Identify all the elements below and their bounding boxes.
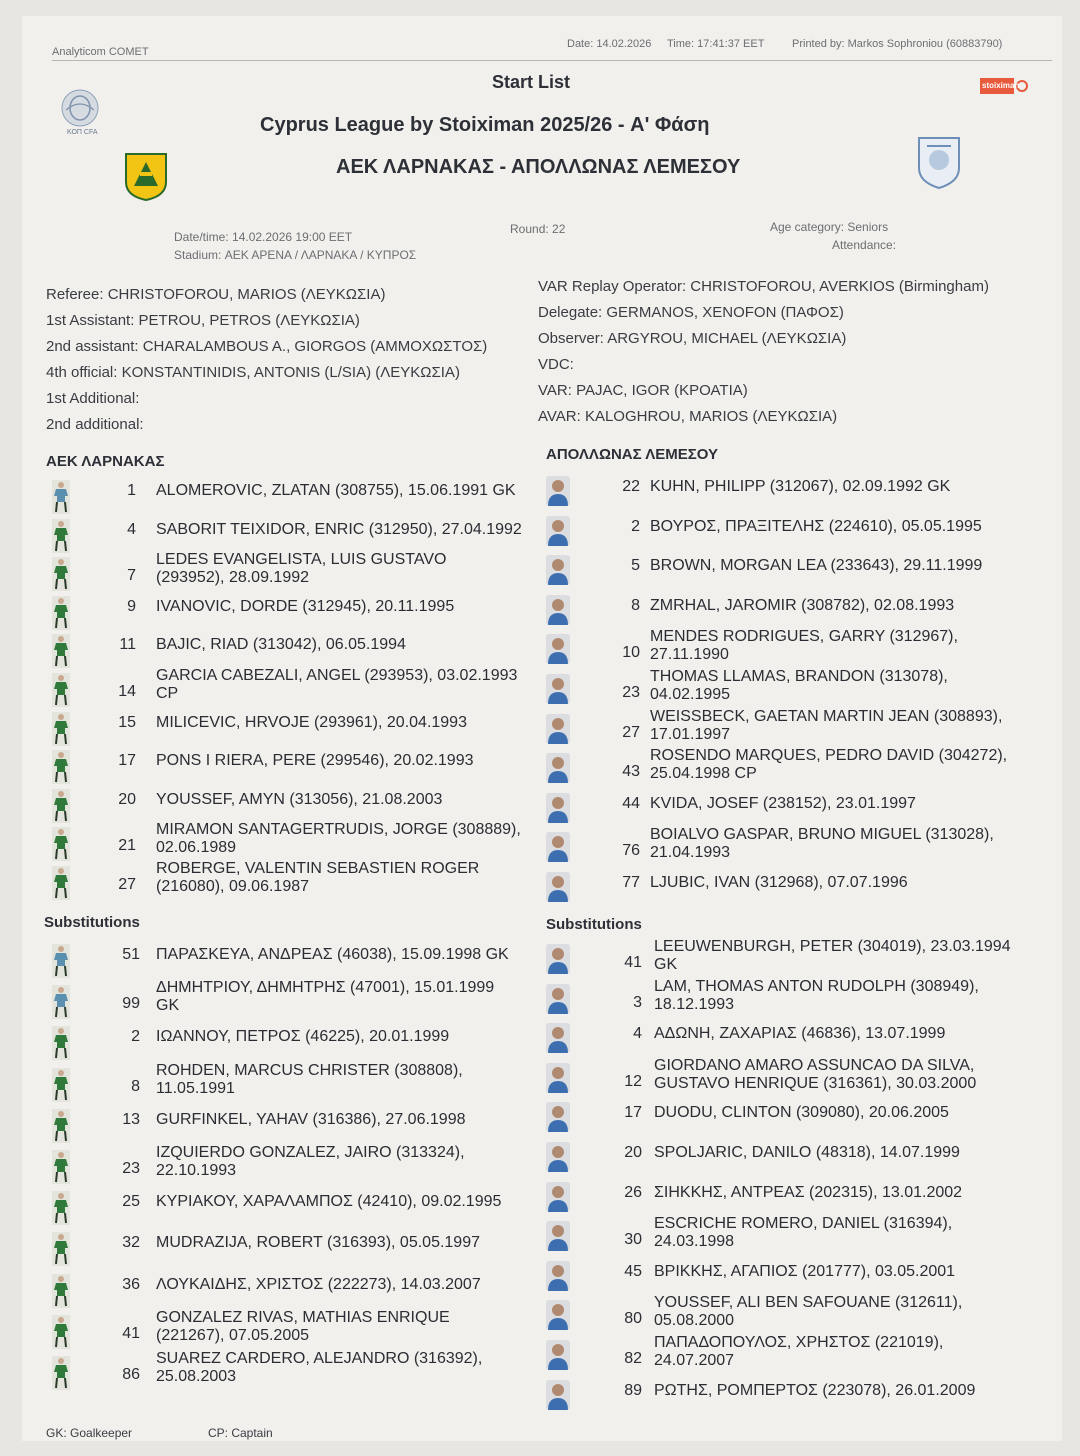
- player-number: 7: [127, 567, 136, 585]
- player-details: MIRAMON SANTAGERTRUDIS, JORGE (308889),: [156, 821, 521, 839]
- player-details-cont: 18.12.1993: [654, 995, 735, 1013]
- player-details-cont: 17.01.1997: [650, 725, 731, 743]
- player-details: ΡΩΤΗΣ, ΡΟΜΠΕΡΤΟΣ (223078), 26.01.2009: [654, 1381, 976, 1399]
- home-team-crest: [124, 152, 168, 202]
- player-details-cont: CP: [156, 685, 179, 702]
- away-subs-label: Substitutions: [546, 916, 642, 933]
- player-kit-icon: [52, 866, 70, 900]
- player-details: LJUBIC, IVAN (312968), 07.07.1996: [650, 874, 908, 891]
- player-details: GARCIA CABEZALI, ANGEL (293953), 03.02.1993: [156, 667, 518, 684]
- player-details: ΑΔΩΝΗ, ΖΑΧΑΡΙΑΣ (46836), 13.07.1999: [654, 1025, 946, 1043]
- app-name: Analyticom COMET: [52, 46, 149, 58]
- player-row: [546, 476, 1046, 512]
- player-kit-icon: [52, 1356, 70, 1390]
- player-details: GONZALEZ RIVAS, MATHIAS ENRIQUE: [156, 1308, 450, 1326]
- player-row: [546, 1294, 1046, 1336]
- player-details-cont: (221267), 07.05.2005: [156, 1326, 310, 1344]
- player-photo: [546, 674, 570, 704]
- player-row: [52, 551, 532, 593]
- player-number: 2: [631, 517, 640, 535]
- player-kit-icon: [52, 1068, 70, 1102]
- player-row: [52, 1308, 532, 1351]
- away-team-name: ΑΠΟΛΛΩΝΑΣ ΛΕΜΕΣΟΥ: [546, 446, 719, 463]
- player-number: 51: [122, 946, 140, 963]
- player-row: [52, 821, 532, 863]
- player-number: 25: [122, 1193, 140, 1211]
- player-photo: [546, 595, 570, 625]
- player-details: ROSENDO MARQUES, PEDRO DAVID (304272),: [650, 747, 1008, 765]
- player-photo: [546, 555, 570, 585]
- player-details: ΚΥΡΙΑΚΟΥ, ΧΑΡΑΛΑΜΠΟΣ (42410), 09.02.1995: [156, 1193, 502, 1211]
- away-team-crest: [915, 134, 963, 190]
- player-details: BAJIC, RIAD (313042), 06.05.1994: [156, 636, 406, 654]
- player-details: BROWN, MORGAN LEA (233643), 29.11.1999: [650, 557, 983, 575]
- player-row: [52, 634, 532, 670]
- federation-logo: [58, 88, 102, 132]
- player-number: 77: [622, 874, 640, 891]
- player-details: THOMAS LLAMAS, BRANDON (313078),: [650, 668, 948, 685]
- player-details: IZQUIERDO GONZALEZ, JAIRO (313324),: [156, 1144, 465, 1161]
- player-details: WEISSBECK, GAETAN MARTIN JEAN (308893),: [650, 707, 1003, 725]
- player-details: LEEUWENBURGH, PETER (304019), 23.03.1994: [654, 938, 1011, 955]
- print-time: Time: 17:41:37 EET: [667, 38, 765, 50]
- player-details: ROBERGE, VALENTIN SEBASTIEN ROGER: [156, 860, 480, 877]
- player-details: DUODU, CLINTON (309080), 20.06.2005: [654, 1104, 949, 1122]
- player-details-cont: 21.04.1993: [650, 844, 731, 862]
- player-number: 80: [624, 1310, 642, 1328]
- player-number: 41: [624, 954, 642, 971]
- official-entry: VAR: PAJAC, IGOR (ΚΡΟΑΤΙΑ): [538, 382, 748, 399]
- home-team-name: ΑΕΚ ΛΑΡΝΑΚΑΣ: [46, 453, 165, 470]
- player-details-cont: 25.04.1998 CP: [650, 765, 757, 783]
- official-entry: Referee: CHRISTOFOROU, MARIOS (ΛΕΥΚΩΣΙΑ): [46, 286, 386, 303]
- player-number: 10: [622, 644, 640, 662]
- player-details: MENDES RODRIGUES, GARRY (312967),: [650, 628, 958, 646]
- player-number: 86: [122, 1366, 140, 1383]
- player-number: 99: [122, 995, 140, 1013]
- player-number: 20: [118, 790, 136, 808]
- player-row: [546, 793, 1046, 829]
- player-details-cont: 24.07.2007: [654, 1352, 735, 1369]
- player-photo: [546, 793, 570, 823]
- player-kit-icon: [52, 557, 70, 591]
- player-row: [546, 1261, 1046, 1297]
- player-kit-icon: [52, 750, 70, 784]
- player-details-cont: GK: [156, 997, 180, 1015]
- player-number: 8: [631, 596, 640, 614]
- player-number: 5: [631, 557, 640, 575]
- player-details: YOUSSEF, AMYN (313056), 21.08.2003: [156, 790, 443, 808]
- player-row: [546, 1056, 1046, 1099]
- player-number: 27: [622, 723, 640, 741]
- match-stadium: Stadium: ΑΕΚ ΑΡΕΝΑ / ΛΑΡΝΑΚΑ / ΚΥΠΡΟΣ: [174, 248, 417, 262]
- match-datetime: Date/time: 14.02.2026 19:00 EET: [174, 230, 353, 244]
- player-row: [546, 1023, 1046, 1059]
- official-entry: AVAR: KALOGHROU, MARIOS (ΛΕΥΚΩΣΙΑ): [538, 408, 838, 425]
- player-number: 89: [624, 1381, 642, 1399]
- player-row: [546, 1380, 1046, 1416]
- player-details-cont: (216080), 09.06.1987: [156, 878, 310, 895]
- player-number: 4: [127, 520, 136, 538]
- player-details-cont: 25.08.2003: [156, 1368, 237, 1385]
- player-details: ΔΗΜΗΤΡΙΟΥ, ΔΗΜΗΤΡΗΣ (47001), 15.01.1999: [156, 979, 495, 997]
- player-row: [52, 480, 532, 516]
- attendance: Attendance:: [832, 238, 897, 252]
- official-entry: 1st Assistant: PETROU, PETROS (ΛΕΥΚΩΣΙΑ): [46, 312, 360, 329]
- official-entry: 4th official: KONSTANTINIDIS, ANTONIS (L/SIA) (ΛΕΥΚΩΣΙΑ): [46, 364, 460, 381]
- official-entry: VDC:: [538, 356, 574, 373]
- player-row: [52, 860, 532, 902]
- player-details-cont: GK: [654, 956, 678, 973]
- player-photo: [546, 714, 570, 744]
- player-row: [52, 596, 532, 632]
- player-kit-icon: [52, 1232, 70, 1266]
- player-photo: [546, 1182, 570, 1212]
- player-details-cont: 02.06.1989: [156, 839, 237, 857]
- player-row: [546, 938, 1046, 980]
- player-details: SUAREZ CARDERO, ALEJANDRO (316392),: [156, 1350, 483, 1367]
- player-details-cont: (293952), 28.09.1992: [156, 569, 310, 587]
- player-row: [52, 1109, 532, 1145]
- player-details: LAM, THOMAS ANTON RUDOLPH (308949),: [654, 977, 979, 995]
- player-details: GURFINKEL, YAHAV (316386), 27.06.1998: [156, 1110, 466, 1128]
- player-row: [52, 667, 532, 709]
- player-number: 23: [122, 1160, 140, 1177]
- player-row: [52, 1274, 532, 1310]
- player-details-cont: 27.11.1990: [650, 646, 729, 664]
- player-row: [546, 872, 1046, 908]
- start-list-sheet: [22, 16, 1062, 1441]
- player-row: [52, 519, 532, 555]
- player-number: 3: [633, 993, 642, 1011]
- player-photo: [546, 634, 570, 664]
- player-number: 76: [622, 842, 640, 860]
- player-row: [546, 1215, 1046, 1257]
- player-photo: [546, 1261, 570, 1291]
- player-number: 4: [633, 1025, 642, 1043]
- player-details: ΠΑΡΑΣΚΕΥΑ, ΑΝΔΡΕΑΣ (46038), 15.09.1998 GK: [156, 946, 509, 963]
- player-number: 44: [622, 794, 640, 812]
- player-kit-icon: [52, 673, 70, 707]
- player-details: ΛΟΥΚΑΙΔΗΣ, ΧΡΙΣΤΟΣ (222273), 14.03.2007: [156, 1275, 481, 1293]
- player-row: [52, 750, 532, 786]
- printed-by: Printed by: Markos Sophroniou (60883790): [792, 38, 1003, 50]
- player-row: [546, 1142, 1046, 1178]
- player-details: KVIDA, JOSEF (238152), 23.01.1997: [650, 794, 916, 812]
- player-details-cont: 11.05.1991: [156, 1079, 235, 1097]
- player-details: GIORDANO AMARO ASSUNCAO DA SILVA,: [654, 1056, 975, 1074]
- home-subs-label: Substitutions: [44, 914, 140, 931]
- player-photo: [546, 476, 570, 506]
- match-round: Round: 22: [510, 222, 566, 236]
- player-number: 11: [119, 636, 136, 654]
- player-details: ΣΙΗΚΚΗΣ, ΑΝΤΡΕΑΣ (202315), 13.01.2002: [654, 1183, 963, 1201]
- page-title: Start List: [492, 72, 571, 92]
- player-number: 41: [122, 1324, 140, 1342]
- official-entry: VAR Replay Operator: CHRISTOFOROU, AVERKIOS (Birmingham): [538, 278, 989, 295]
- player-number: 12: [624, 1072, 642, 1090]
- official-entry: Observer: ARGYROU, MICHAEL (ΛΕΥΚΩΣΙΑ): [538, 330, 847, 347]
- player-details: SPOLJARIC, DANILO (48318), 14.07.1999: [654, 1144, 960, 1161]
- player-details: MILICEVIC, HRVOJE (293961), 20.04.1993: [156, 713, 467, 731]
- player-row: [546, 826, 1046, 868]
- official-entry: 2nd additional:: [46, 416, 144, 433]
- player-details-cont: 04.02.1995: [650, 686, 731, 703]
- player-kit-icon: [52, 827, 70, 861]
- player-number: 17: [624, 1104, 642, 1122]
- player-row: [546, 1102, 1046, 1138]
- player-photo: [546, 1221, 570, 1251]
- player-details: YOUSSEF, ALI BEN SAFOUANE (312611),: [654, 1294, 963, 1312]
- player-kit-icon: [52, 634, 70, 668]
- player-number: 82: [624, 1350, 642, 1367]
- player-details: ALOMEROVIC, ZLATAN (308755), 15.06.1991 GK: [156, 482, 516, 499]
- player-row: [546, 1182, 1046, 1218]
- age-category: Age category: Seniors: [770, 220, 889, 234]
- player-details: SABORIT TEIXIDOR, ENRIC (312950), 27.04.1992: [156, 520, 522, 538]
- player-photo: [546, 1063, 570, 1093]
- sponsor-logo-text: stoiximan: [982, 81, 1020, 90]
- player-kit-icon: [52, 789, 70, 823]
- player-number: 21: [118, 837, 136, 855]
- player-details: IVANOVIC, DORDE (312945), 20.11.1995: [156, 597, 455, 615]
- official-entry: Delegate: GERMANOS, XENOFON (ΠΑΦΟΣ): [538, 304, 844, 321]
- player-details: PONS I RIERA, PERE (299546), 20.02.1993: [156, 752, 474, 770]
- player-kit-icon: [52, 596, 70, 630]
- official-entry: 2nd assistant: CHARALAMBOUS A., GIORGOS (ΑΜΜΟΧΩΣΤΟΣ): [46, 338, 488, 355]
- player-kit-icon: [52, 1191, 70, 1225]
- player-kit-icon: [52, 1026, 70, 1060]
- player-row: [546, 595, 1046, 631]
- player-photo: [546, 832, 570, 862]
- player-photo: [546, 1102, 570, 1132]
- player-details-cont: 05.08.2000: [654, 1312, 735, 1330]
- player-photo: [546, 1142, 570, 1172]
- player-kit-icon: [52, 1274, 70, 1308]
- player-number: 26: [624, 1183, 642, 1201]
- player-kit-icon: [52, 1150, 70, 1184]
- player-row: [546, 1334, 1046, 1376]
- competition-title: Cyprus League by Stoiximan 2025/26 - Α' Φάση: [260, 114, 710, 136]
- player-row: [52, 1144, 532, 1186]
- player-details: LEDES EVANGELISTA, LUIS GUSTAVO: [156, 551, 447, 569]
- player-number: 22: [622, 478, 640, 495]
- player-photo: [546, 944, 570, 974]
- player-details-cont: 22.10.1993: [156, 1162, 237, 1179]
- player-details: MUDRAZIJA, ROBERT (316393), 05.05.1997: [156, 1234, 480, 1252]
- player-details: ΒΟΥΡΟΣ, ΠΡΑΞΙΤΕΛΗΣ (224610), 05.05.1995: [650, 517, 982, 535]
- player-details: KUHN, PHILIPP (312067), 02.09.1992 GK: [650, 478, 951, 495]
- player-kit-icon: [52, 712, 70, 746]
- player-number: 36: [122, 1275, 140, 1293]
- player-row: [52, 712, 532, 748]
- player-details: BOIALVO GASPAR, BRUNO MIGUEL (313028),: [650, 826, 994, 844]
- player-number: 45: [624, 1262, 642, 1280]
- player-row: [52, 1350, 532, 1392]
- official-entry: 1st Additional:: [46, 390, 140, 407]
- player-number: 8: [131, 1077, 140, 1095]
- player-details: ESCRICHE ROMERO, DANIEL (316394),: [654, 1215, 953, 1233]
- match-title: ΑΕΚ ΛΑΡΝΑΚΑΣ - ΑΠΟΛΛΩΝΑΣ ΛΕΜΕΣΟΥ: [336, 156, 741, 178]
- player-row: [546, 516, 1046, 552]
- player-row: [546, 747, 1046, 789]
- player-row: [546, 668, 1046, 710]
- player-number: 1: [127, 482, 136, 499]
- player-details: ΙΩΑΝΝΟΥ, ΠΕΤΡΟΣ (46225), 20.01.1999: [156, 1028, 450, 1046]
- player-kit-icon: [52, 480, 70, 514]
- player-details-cont: 24.03.1998: [654, 1233, 735, 1251]
- header-divider: [52, 60, 1052, 61]
- player-photo: [546, 984, 570, 1014]
- player-number: 32: [122, 1234, 140, 1252]
- player-row: [52, 979, 532, 1021]
- legend-gk: GK: Goalkeeper: [46, 1426, 133, 1440]
- player-number: 2: [131, 1028, 140, 1046]
- player-row: [52, 1191, 532, 1227]
- player-kit-icon: [52, 519, 70, 553]
- player-details: ΒΡΙΚΚΗΣ, ΑΓΑΠΙΟΣ (201777), 03.05.2001: [654, 1262, 956, 1280]
- player-kit-icon: [52, 985, 70, 1019]
- federation-logo-text: ΚΟΠ CFA: [67, 129, 98, 136]
- player-kit-icon: [52, 944, 70, 978]
- player-number: 13: [122, 1110, 140, 1128]
- player-number: 30: [624, 1231, 642, 1249]
- player-details: ΠΑΠΑΔΟΠΟΥΛΟΣ, ΧΡΗΣΤΟΣ (221019),: [654, 1334, 944, 1351]
- sponsor-logo: [980, 76, 1028, 100]
- player-photo: [546, 516, 570, 546]
- player-number: 17: [118, 752, 136, 770]
- player-row: [546, 977, 1046, 1020]
- player-details: ROHDEN, MARCUS CHRISTER (308808),: [156, 1061, 463, 1079]
- player-number: 20: [624, 1144, 642, 1161]
- player-photo: [546, 1380, 570, 1410]
- player-row: [546, 628, 1046, 670]
- player-photo: [546, 753, 570, 783]
- player-kit-icon: [52, 1109, 70, 1143]
- player-row: [546, 707, 1046, 750]
- player-row: [52, 944, 532, 980]
- player-number: 15: [118, 713, 136, 731]
- legend-cp: CP: Captain: [208, 1426, 273, 1440]
- player-photo: [546, 1023, 570, 1053]
- player-number: 23: [622, 684, 640, 701]
- print-date: Date: 14.02.2026: [567, 38, 652, 50]
- player-details: ZMRHAL, JAROMIR (308782), 02.08.1993: [650, 596, 955, 614]
- player-photo: [546, 872, 570, 902]
- player-number: 43: [622, 763, 640, 781]
- player-number: 27: [118, 876, 136, 893]
- player-number: 9: [127, 597, 136, 615]
- player-kit-icon: [52, 1315, 70, 1349]
- player-photo: [546, 1340, 570, 1370]
- player-photo: [546, 1300, 570, 1330]
- player-number: 14: [118, 683, 136, 700]
- player-row: [52, 1232, 532, 1268]
- player-row: [52, 1061, 532, 1104]
- player-row: [52, 1026, 532, 1062]
- player-details-cont: GUSTAVO HENRIQUE (316361), 30.03.2000: [654, 1074, 977, 1092]
- player-row: [52, 789, 532, 825]
- player-row: [546, 555, 1046, 591]
